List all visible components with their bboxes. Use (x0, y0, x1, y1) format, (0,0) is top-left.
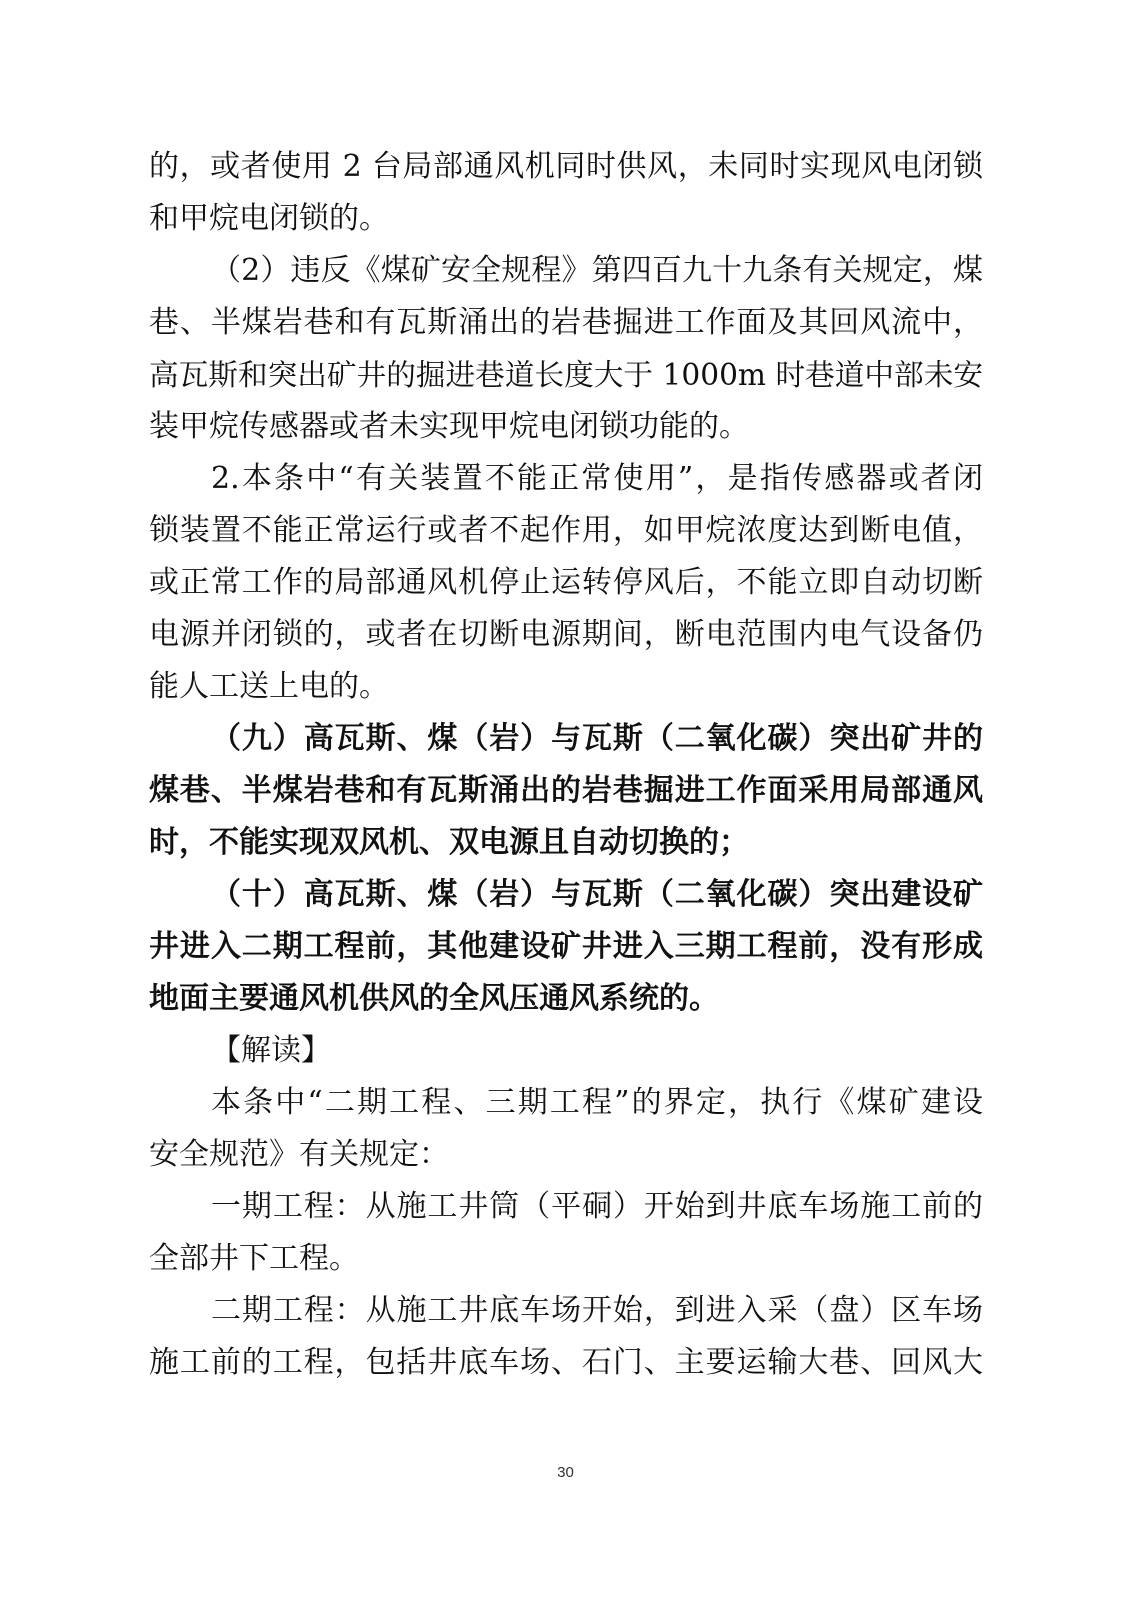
text-line: 能人工送上电的。 (149, 669, 389, 704)
text-line: 高瓦斯和突出矿井的掘进巷道长度大于 1000m 时巷道中部未安 (149, 357, 983, 392)
page-number: 30 (557, 1464, 574, 1481)
text-line: 一期工程：从施工井筒（平硐）开始到井底车场施工前的 (211, 1189, 983, 1224)
text-line: 装甲烷传感器或者未实现甲烷电闭锁功能的。 (149, 409, 749, 444)
text-line: 2.本条中“有关装置不能正常使用”，是指传感器或者闭 (211, 461, 983, 496)
text-line: 或正常工作的局部通风机停止运转停风后，不能立即自动切断 (149, 565, 983, 600)
bold-text-line: 地面主要通风机供风的全风压通风系统的。 (149, 981, 719, 1016)
text-line: 安全规范》有关规定： (149, 1137, 449, 1172)
text-line: 二期工程：从施工井底车场开始，到进入采（盘）区车场 (211, 1293, 983, 1328)
text-line: 的，或者使用 2 台局部通风机同时供风，未同时实现风电闭锁 (149, 149, 983, 184)
bold-text-line: 时，不能实现双风机、双电源且自动切换的； (149, 825, 749, 860)
text-line: 巷、半煤岩巷和有瓦斯涌出的岩巷掘进工作面及其回风流中， (149, 305, 983, 340)
bold-text-line: 煤巷、半煤岩巷和有瓦斯涌出的岩巷掘进工作面采用局部通风 (149, 773, 983, 808)
bold-text-line: （九）高瓦斯、煤（岩）与瓦斯（二氧化碳）突出矿井的 (211, 721, 983, 756)
text-line: （2）违反《煤矿安全规程》第四百九十九条有关规定，煤 (211, 253, 983, 288)
bold-text-line: （十）高瓦斯、煤（岩）与瓦斯（二氧化碳）突出建设矿 (211, 877, 983, 912)
text-line: 电源并闭锁的，或者在切断电源期间，断电范围内电气设备仍 (149, 617, 983, 652)
text-line: 全部井下工程。 (149, 1241, 359, 1276)
text-line: 和甲烷电闭锁的。 (149, 201, 389, 236)
text-line: 本条中“二期工程、三期工程”的界定，执行《煤矿建设 (211, 1085, 983, 1120)
text-line: 施工前的工程，包括井底车场、石门、主要运输大巷、回风大 (149, 1345, 983, 1380)
section-heading: 【解读】 (211, 1033, 331, 1068)
text-line: 锁装置不能正常运行或者不起作用，如甲烷浓度达到断电值， (149, 513, 983, 548)
bold-text-line: 井进入二期工程前，其他建设矿井进入三期工程前，没有形成 (149, 929, 983, 964)
